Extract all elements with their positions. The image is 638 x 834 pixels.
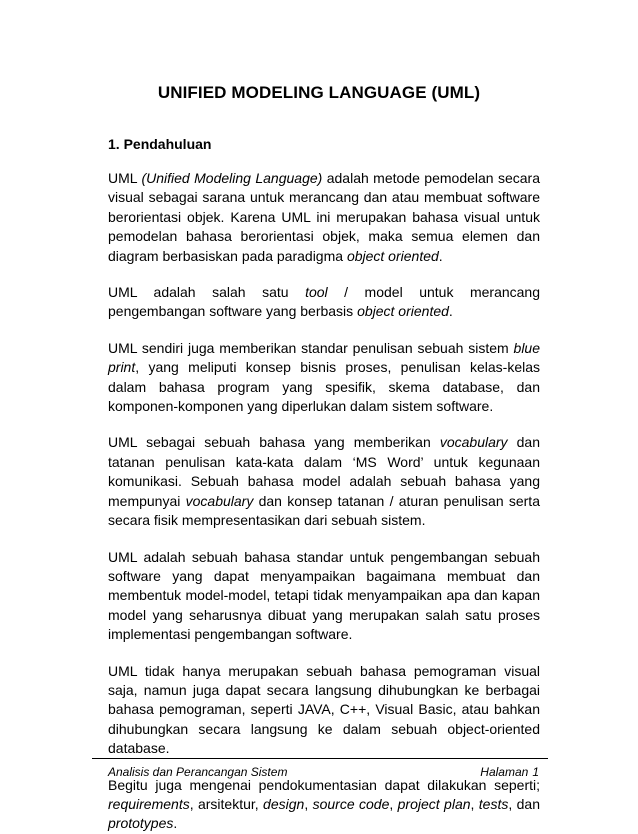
italic-term: prototypes (108, 815, 174, 832)
paragraph-7 (108, 776, 540, 834)
italic-term: object oriented (357, 303, 449, 320)
text-run: dan konsep tatanan / aturan penulisan serta secara fisik mempresentasikan dari sebuah sistem. (108, 492, 540, 529)
text-run: , dan (508, 795, 541, 812)
text-run: . (448, 303, 453, 320)
text-run: , (304, 795, 313, 812)
italic-term: vocabulary (185, 492, 254, 509)
text-run: , arsitektur, (189, 795, 264, 812)
text-run: . (173, 815, 178, 832)
italic-term: tool (305, 284, 328, 301)
document-title: UNIFIED MODELING LANGUAGE (UML) (157, 83, 481, 102)
text-run: UML adalah sebuah bahasa standar untuk pengembangan sebuah software yang dapat menyampaikan bagaimana membuat dan membentuk model-model, tetapi tidak menyampaikan apa dan kapan model yang seharusnya dibuat yang merupakan salah satu proses implementasi pengembangan software. (108, 548, 540, 643)
paragraph-2 (108, 283, 540, 322)
text-run: . (438, 247, 443, 264)
text-run: UML (108, 170, 142, 186)
text-run: adalah metode pemodelan secara visual sebagai sarana untuk merancang dan atau membuat software berorientasi objek. Karena UML ini merupakan bahasa visual untuk pemodelan bahasa berorientasi objek, maka semua elemen dan diagram berbasiskan pada paradigma (108, 170, 541, 264)
text-run: , yang meliputi konsep bisnis proses, penulisan kelas-kelas dalam bahasa program yang spesifik, skema database, dan komponen-komponen yang diperlukan dalam sistem software. (108, 359, 540, 415)
footer-page-info (480, 765, 539, 779)
text-run: UML sebagai sebuah bahasa yang memberikan (108, 434, 440, 451)
section-heading: 1. Pendahuluan (108, 136, 212, 152)
footer-document-name: Analisis dan Perancangan Sistem (108, 765, 288, 779)
footer-page-label: Halaman (480, 765, 529, 779)
text-run: , (470, 795, 479, 812)
text-run: Begitu juga mengenai pendokumentasian dapat dilakukan seperti; (108, 776, 540, 793)
paragraph-3 (108, 339, 540, 417)
paragraph-5 (108, 548, 540, 645)
footer-page-number: 1 (532, 765, 539, 779)
footer-divider (92, 758, 548, 759)
text-run: UML adalah salah satu (108, 284, 306, 301)
text-run: , (389, 795, 398, 812)
italic-term: object oriented (346, 247, 439, 264)
paragraph-1 (108, 169, 540, 266)
paragraph-4 (108, 433, 540, 530)
text-run: UML sendiri juga memberikan standar penulisan sebuah sistem (108, 339, 514, 356)
italic-term: tests (478, 795, 509, 812)
text-run: dan tatanan penulisan kata-kata dalam ‘MS Word’ untuk kegunaan komunikasi. Sebuah bahasa model adalah sebuah bahasa yang mempunyai (108, 434, 540, 509)
italic-term: project plan (397, 795, 471, 812)
italic-term: requirements (108, 795, 190, 812)
italic-term: blue print (108, 339, 540, 376)
italic-term: vocabulary (439, 434, 508, 451)
italic-term: design (263, 795, 305, 812)
body-text (108, 169, 540, 834)
text-run: / model untuk merancang pengembangan software yang berbasis (108, 284, 540, 320)
italic-term: (Unified Modeling Language) (141, 170, 323, 186)
text-run: UML tidak hanya merupakan sebuah bahasa pemograman visual saja, namun juga dapat secara langsung dihubungkan ke berbagai bahasa pemograman, seperti JAVA, C++, Visual Basic, atau bahkan dihubungkan secara langsung ke dalam sebuah object-oriented database. (108, 662, 540, 757)
italic-term: source code (312, 795, 390, 812)
paragraph-6 (108, 662, 540, 759)
